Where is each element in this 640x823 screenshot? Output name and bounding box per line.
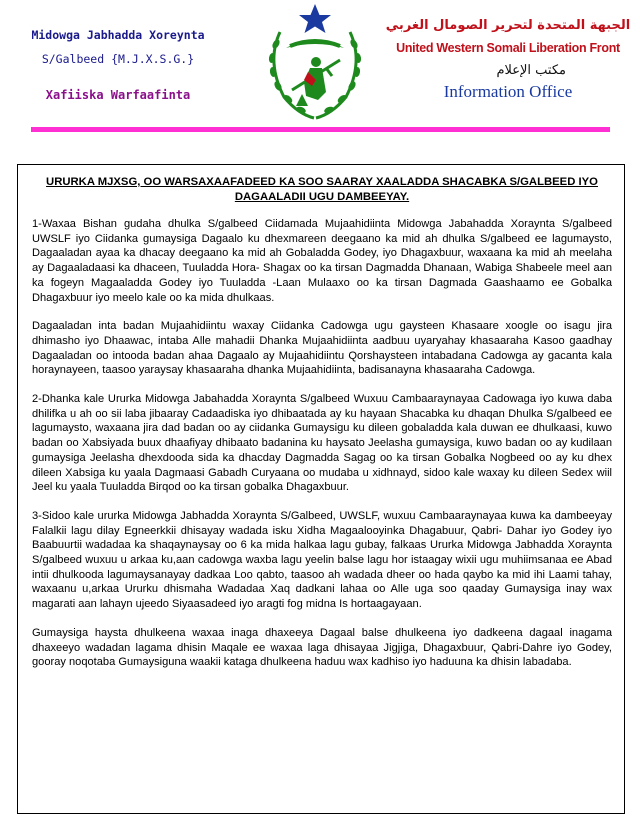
org-name-somali-line1: Midowga Jabhadda Xoreynta — [31, 28, 205, 42]
press-release-title: URURKA MJXSG, OO WARSAXAAFADEED KA SOO SAARAY XAALADDA SHACABKA S/GALBEED IYO DAGAALADII UGU DAMBEEYAY. — [46, 176, 598, 203]
org-name-english: United Western Somali Liberation Front — [396, 41, 620, 55]
paragraph-2: Dagaaladan inta badan Mujaahidiintu waxay Ciidanka Cadowga ugu gaysteen Khasaare xoogle oo isagu jira dhimasho iyo Dhaawac, intaba Alle mahadii Dhanka Mujaahidiinta aadbuu uyaryahay khasaaraha Kasoo gaadhay Dagaaladan oo intooda badan ahaa Dagaalo ay Mujaahidiintu Qorshaysteen intabadana Cadowga ay gacanta kala horaynayeen, taasoo yaraysay khasaaraha dhanka Mujaahidiinta, badisanayna khasaaraha Cadowga. — [32, 320, 612, 377]
paragraph-3: 2-Dhanka kale Ururka Midowga Jabahadda Xoraynta S/galbeed Wuxuu Cambaaraynayaa Cadowaga iyo kuwa daba dhilifka u ah oo sii laba jibaaray Cadaadiska iyo dhibaatada ay ku hayaan Shacabka ku dhaqan Dhulka S/galbeed ee lagumaysto, waxaana jira dad badan oo ay ciidanka Gumaysigu ku dileen gobaladda kala duwan ee dhulkaasi, kuwo badan oo Xabsiyada buux dhaafiyay dhibaato badanina ku haysato Jeelasha gumaysiga, kuwo badan oo ay kudilaan gumaysiga Jeelasha dhexdooda sida ka dhacday Dagmadda Sagag oo ka tirsan Gobalka Nogbeed oo ay ku dhex dileen Xabsiga ku yaala Dagmaasi Gabadh Curyaana oo mudaba u xidhnayd, sidoo kale waxay ku dileen Sedex wiil Jeel ku yaala Tuuladda Birqod oo ka tirsan gobalka Dhagaxbuur. — [32, 393, 612, 494]
office-name-somali: Xafiiska Warfaafinta — [45, 88, 191, 102]
header-divider — [31, 127, 610, 132]
press-release-box — [17, 164, 625, 814]
org-name-arabic: الجبهة المتحدة لتحرير الصومال الغربي — [385, 18, 631, 33]
letterhead-left — [0, 22, 236, 102]
emblem-star-crescent-rifle-icon — [256, 2, 374, 124]
org-name-somali-line2: S/Galbeed {M.J.X.S.G.} — [41, 52, 195, 66]
office-name-english: Information Office — [443, 82, 573, 101]
paragraph-5: Gumaysiga haysta dhulkeena waxaa inaga dhaxeeya Dagaal balse dhulkeena iyo dadkeena dagaal inagama dhaxeeyo wadadan lagama dhisin Maqale ee waxaa laga dhisayaa Jigjiga, Dhagaxbuur, Qabri-Dahre iyo Godey, gooray noqotaba Gumaysiguna waakii kataga dhulkeena haduu wax kadhiso iyo haduuna ka dhisin labadaba. — [32, 626, 612, 669]
paragraph-1: 1-Waxaa Bishan gudaha dhulka S/galbeed Ciidamada Mujaahidiinta Midowga Jabahadda Xoraynta S/galbeed UWSLF iyo Ciidanka gumaysiga Dagaalo ku dhexmareen deegaano ka mid ah dhulka S/galbeed ee lagumaysto, Dagaaladan ayaa ka dhacay deegaano ka mid ah Gobaladda Godey, iyo Dhagaxbuur, waxaana ka mid ah meelaha ay Dagaaladaasi ka dhaceen, Tuuladda Hora- Shagax oo ka tirsan Dagmadda Dhanaan, Wabiga Shabeele meel aan ka fogeyn Magaaladda Godey iyo Tuuladda -Laan Mulaaxo oo ka tirsan Dagmada Gaashaamo ee Gobalka Dhagaxbuur iyo meelo kale oo ka mida dhulkaas. — [32, 218, 612, 304]
letterhead — [0, 0, 640, 135]
paragraph-4: 3-Sidoo kale ururka Midowga Jabhadda Xoraynta S/Galbeed, UWSLF, wuxuu Cambaaraynayaa kuwa ka dambeeyay Falalkii lagu dilay Egneerkkii dhisayay wadada isku Xidha Magaalooyinka Dhagabuur, Qabri- Dahar iyo Godey iyo Baabuurtii wadadaa ka shaqaynaysay oo 6 ka mida halkaa lagu gubay, falkaas Ururka Midowga Jabhadda Xoraynta S/galbeed wuxuu u arkaa ku,aan cadowga waxba lagu yeelin balse lagu hor istaagay wixii ugu muhiimsanaa ee Abad intii dhulkooda lagumaysanayay dadkaa Loo qabto, taasoo ah wadada dheer oo hada qaybo ka mid ihi Laami tahay, waxaanu u,arkaa Ururku dhismaha Wadadaa Xaq dadkani lahaa oo Alle uga soo qaaday Gumaysiga inay wax magarati aan lahayn ujeedo Siyaasadeed iyo aragti fog midna Is hortaagayaan. — [32, 509, 612, 611]
letterhead-right — [380, 18, 636, 102]
office-name-arabic: مكتب الإعلام — [496, 63, 566, 78]
